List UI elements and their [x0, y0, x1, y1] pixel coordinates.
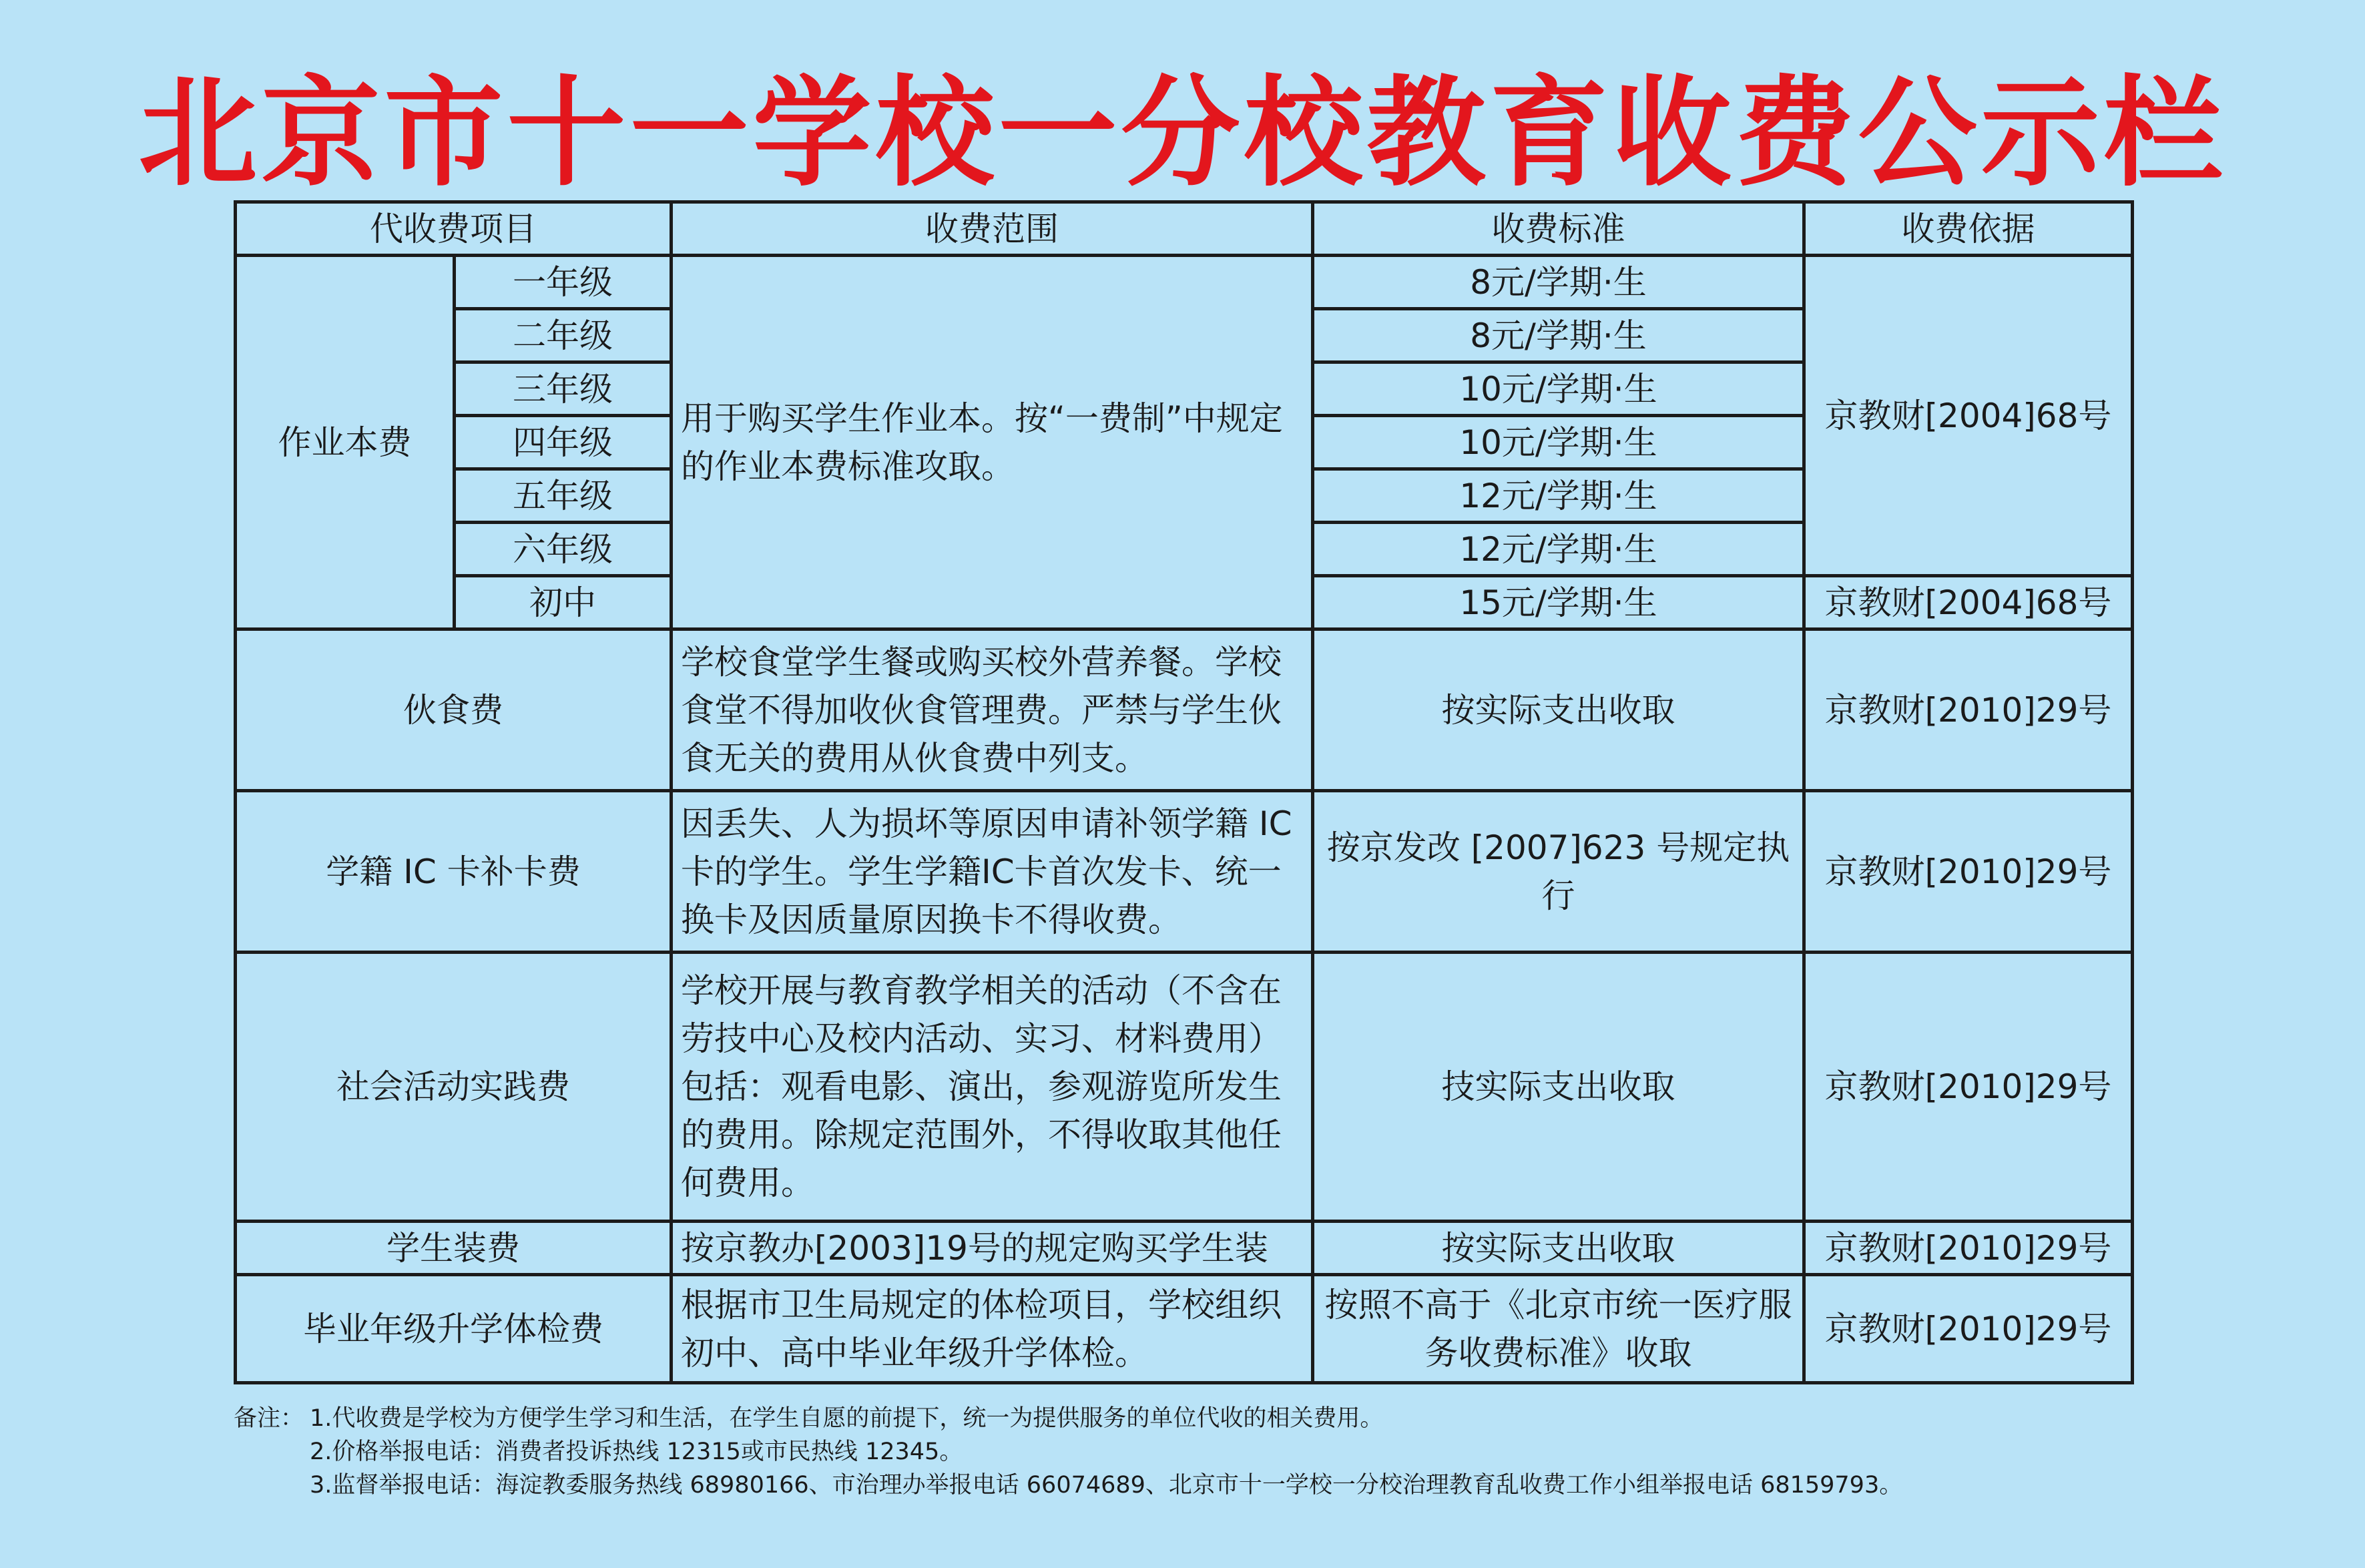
- header-item: 代收费项目: [236, 202, 672, 256]
- table-row: [236, 256, 2133, 309]
- fee-table: [234, 200, 2134, 1384]
- fee-scope: 按京教办[2003]19号的规定购买学生装: [672, 1222, 1313, 1275]
- fee-standard: 按实际支出收取: [1313, 629, 1804, 791]
- fee-scope: 因丢失、人为损坏等原因申请补领学籍 IC卡的学生。学生学籍IC卡首次发卡、统一换卡及因质量原因换卡不得收费。: [672, 791, 1313, 953]
- fee-basis: 京教财[2010]29号: [1804, 1222, 2133, 1275]
- notes-label: 备注：: [234, 1405, 304, 1432]
- grade-label: 一年级: [455, 256, 672, 309]
- fee-standard: 12元/学期·生: [1313, 469, 1804, 523]
- header-scope: 收费范围: [672, 202, 1313, 256]
- fee-standard: 8元/学期·生: [1313, 256, 1804, 309]
- note-text: 3.监督举报电话：海淀教委服务热线 68980166、市治理办举报电话 66074689、北京市十一学校一分校治理教育乱收费工作小组举报电话 68159793。: [310, 1472, 1903, 1499]
- note-text: 2.价格举报电话：消费者投诉热线 12315或市民热线 12345。: [310, 1439, 963, 1465]
- fee-basis: 京教财[2010]29号: [1804, 629, 2133, 791]
- fee-standard: 12元/学期·生: [1313, 523, 1804, 576]
- table-row: [236, 1222, 2133, 1275]
- fee-standard: 按京发改 [2007]623 号规定执行: [1313, 791, 1804, 953]
- fee-item: 社会活动实践费: [236, 953, 672, 1222]
- page-title: 北京市十一学校一分校教育收费公示栏: [138, 64, 2227, 202]
- homework-fee-basis-middle: 京教财[2004]68号: [1804, 576, 2133, 629]
- table-header-row: [236, 202, 2133, 256]
- fee-standard: 10元/学期·生: [1313, 416, 1804, 469]
- grade-label: 初中: [455, 576, 672, 629]
- grade-label: 五年级: [455, 469, 672, 523]
- fee-standard: 15元/学期·生: [1313, 576, 1804, 629]
- grade-label: 三年级: [455, 362, 672, 416]
- fee-scope: 学校开展与教育教学相关的活动（不含在劳技中心及校内活动、实习、材料费用）包括：观看电影、演出，参观游览所发生的费用。除规定范围外，不得收取其他任何费用。: [672, 953, 1313, 1222]
- header-standard: 收费标准: [1313, 202, 1804, 256]
- homework-fee-item: 作业本费: [236, 256, 455, 629]
- fee-standard: 技实际支出收取: [1313, 953, 1804, 1222]
- fee-basis: 京教财[2010]29号: [1804, 1275, 2133, 1383]
- table-row: [236, 629, 2133, 791]
- table-row: [236, 953, 2133, 1222]
- note-line: [234, 1469, 1902, 1502]
- fee-standard: 按照不高于《北京市统一医疗服务收费标准》收取: [1313, 1275, 1804, 1383]
- fee-standard: 8元/学期·生: [1313, 309, 1804, 362]
- fee-scope: 学校食堂学生餐或购买校外营养餐。学校食堂不得加收伙食管理费。严禁与学生伙食无关的费用从伙食费中列支。: [672, 629, 1313, 791]
- fee-standard: 按实际支出收取: [1313, 1222, 1804, 1275]
- fee-item: 学生装费: [236, 1222, 672, 1275]
- header-basis: 收费依据: [1804, 202, 2133, 256]
- fee-scope: 根据市卫生局规定的体检项目，学校组织初中、高中毕业年级升学体检。: [672, 1275, 1313, 1383]
- table-row: [236, 791, 2133, 953]
- fee-standard: 10元/学期·生: [1313, 362, 1804, 416]
- note-line: [234, 1435, 1902, 1469]
- grade-label: 六年级: [455, 523, 672, 576]
- fee-item: 毕业年级升学体检费: [236, 1275, 672, 1383]
- note-line: [234, 1402, 1902, 1435]
- fee-item: 学籍 IC 卡补卡费: [236, 791, 672, 953]
- homework-fee-basis: 京教财[2004]68号: [1804, 256, 2133, 576]
- fee-basis: 京教财[2010]29号: [1804, 791, 2133, 953]
- grade-label: 四年级: [455, 416, 672, 469]
- homework-fee-scope: 用于购买学生作业本。按“一费制”中规定的作业本费标准攻取。: [672, 256, 1313, 629]
- table-row: [236, 1275, 2133, 1383]
- note-text: 1.代收费是学校为方便学生学习和生活，在学生自愿的前提下，统一为提供服务的单位代收的相关费用。: [310, 1405, 1384, 1432]
- notes-section: [234, 1402, 1902, 1502]
- fee-basis: 京教财[2010]29号: [1804, 953, 2133, 1222]
- grade-label: 二年级: [455, 309, 672, 362]
- fee-item: 伙食费: [236, 629, 672, 791]
